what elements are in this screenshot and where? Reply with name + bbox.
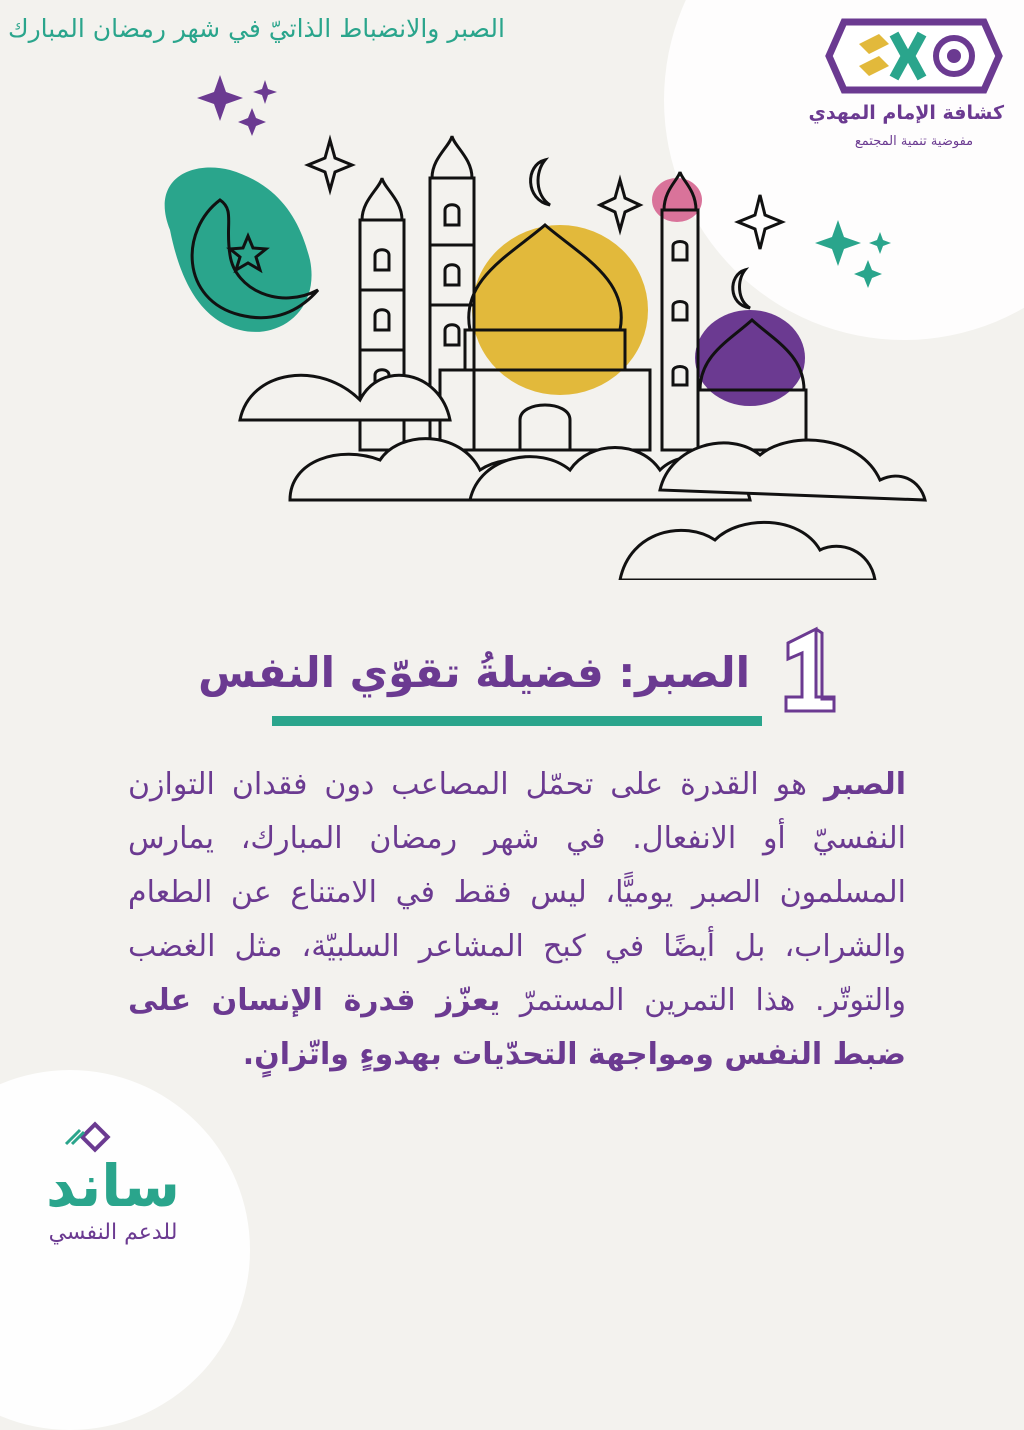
number-one-icon [778,623,842,715]
crescent-icon [531,160,550,205]
scouts-name: كشافة الإمام المهدي [808,102,1004,124]
sanad-name: ساند [45,1152,181,1220]
star-icon [197,75,243,121]
star-icon [738,195,782,249]
body-paragraph [128,758,906,1082]
cloud-icon [660,440,925,500]
body-text: هو القدرة على تحمّل المصاعب دون فقدان التوازن النفسيّ أو الانفعال. في شهر رمضان المبارك، يمارس المسلمون الصبر يوميًّا، ليس فقط في الامتناع عن الطعام والشراب، بل أيضًا في كبح المشاعر السلبيّة، مثل الغضب والتوتّر. هذا التمرين المستمرّ [128,767,906,1018]
star-icon [238,108,266,136]
star-icon [308,140,352,190]
crescent-icon [733,270,750,308]
star-icon [600,180,640,230]
section-title: الصبر: فضيلةُ تقوّي النفس [198,648,750,697]
body-tail-bold: يعزّز قدرة الإنسان على ضبط النفس ومواجهة التحدّيات بهدوءٍ واتّزانٍ. [128,983,906,1072]
scouts-subtitle: مفوضية تنمية المجتمع [854,134,974,149]
star-icon [869,232,891,254]
mosque-illustration [140,60,930,580]
cloud-icon [620,522,875,580]
sanad-subtitle: للدعم النفسي [48,1220,178,1245]
section-heading [198,618,842,733]
cloud-icon [240,375,450,420]
star-icon [253,80,277,104]
title-underline [272,716,762,726]
header-title: الصبر والانضباط الذاتيّ في شهر رمضان المبارك [8,14,505,43]
star-icon [815,220,861,266]
body-lead-bold: الصبر [823,767,906,802]
star-icon [854,260,882,288]
sanad-logo [28,1120,198,1260]
